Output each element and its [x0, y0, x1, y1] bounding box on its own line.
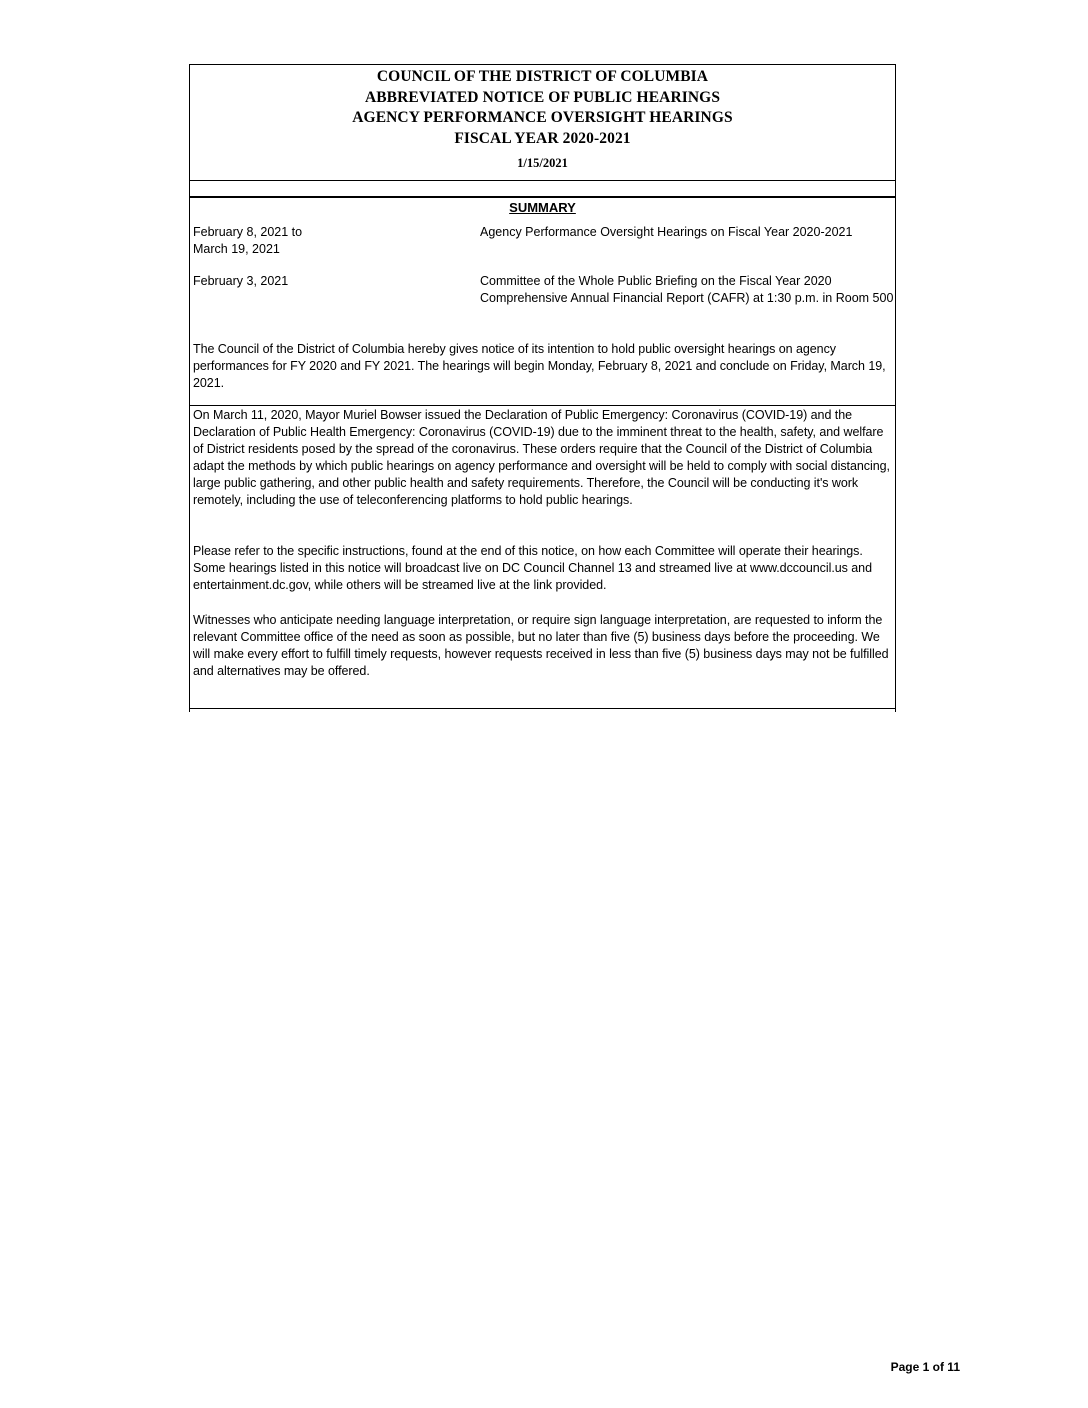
summary-item-date — [193, 224, 393, 258]
section-divider-bottom — [190, 708, 895, 709]
instructions-paragraph: Please refer to the specific instructions, found at the end of this notice, on how each Committee will operate their hearings. Some hearings listed in this notice will broadcast live on DC Council Channel 13 and streamed live at www.dccouncil.us and entertainment.dc.gov, while others will be streamed live at the link provided. — [193, 544, 872, 592]
summary-item-description: Agency Performance Oversight Hearings on Fiscal Year 2020-2021 — [480, 225, 853, 239]
summary-item-date-line: February 3, 2021 — [193, 274, 289, 288]
summary-item-description: Committee of the Whole Public Briefing on the Fiscal Year 2020 Comprehensive Annual Financial Report (CAFR) at 1:30 p.m. in Room 500 — [480, 274, 894, 305]
summary-item-date-line: February 8, 2021 to — [193, 225, 303, 239]
header-titles — [190, 65, 895, 149]
header-title-notice: ABBREVIATED NOTICE OF PUBLIC HEARINGS — [364, 88, 721, 106]
header-title-hearings: AGENCY PERFORMANCE OVERSIGHT HEARINGS — [352, 109, 733, 126]
header-title-council: COUNCIL OF THE DISTRICT OF COLUMBIA — [376, 68, 709, 85]
intro-paragraph: The Council of the District of Columbia hereby gives notice of its intention to hold public oversight hearings on agency performances for FY 2020 and FY 2021. The hearings will begin Monday, February 8, 2021 and conclude on Friday, March 19, 2021. — [193, 342, 886, 390]
section-divider — [190, 405, 895, 406]
notice-document — [189, 64, 896, 712]
notice-date: 1/15/2021 — [517, 156, 568, 170]
summary-heading: SUMMARY — [509, 200, 576, 215]
header-title-fiscal-year: FISCAL YEAR 2020-2021 — [454, 129, 631, 147]
page-number: Page 1 of 11 — [890, 1360, 960, 1374]
summary-item-date — [193, 273, 393, 290]
emergency-paragraph: On March 11, 2020, Mayor Muriel Bowser issued the Declaration of Public Emergency: Coronavirus (COVID-19) and the Declaration of Public Health Emergency: Coronavirus (COVID-19) due to the imminent threat to the health, safety, and welfare of District residents posed by the spread of the coronavirus. These orders require that the Council of the District of Columbia adapt the methods by which public hearings on agency performance and oversight will be held to comply with social distancing, large public gathering, and other public health and safety requirements. Therefore, the Council will be conducting it's work remotely, including the use of teleconferencing platforms to hold public hearings. — [193, 408, 890, 507]
summary-item-date-line: March 19, 2021 — [193, 242, 280, 256]
interpretation-paragraph: Witnesses who anticipate needing language interpretation, or require sign language interpretation, are requested to inform the relevant Committee office of the need as soon as possible, but no later than five (5) business days before the proceeding. We will make every effort to fulfill timely requests, however requests received in less than five (5) business days may not be fulfilled and alternatives may be offered. — [193, 613, 889, 678]
blank-separator-row — [190, 181, 895, 198]
notice-header — [190, 65, 895, 181]
